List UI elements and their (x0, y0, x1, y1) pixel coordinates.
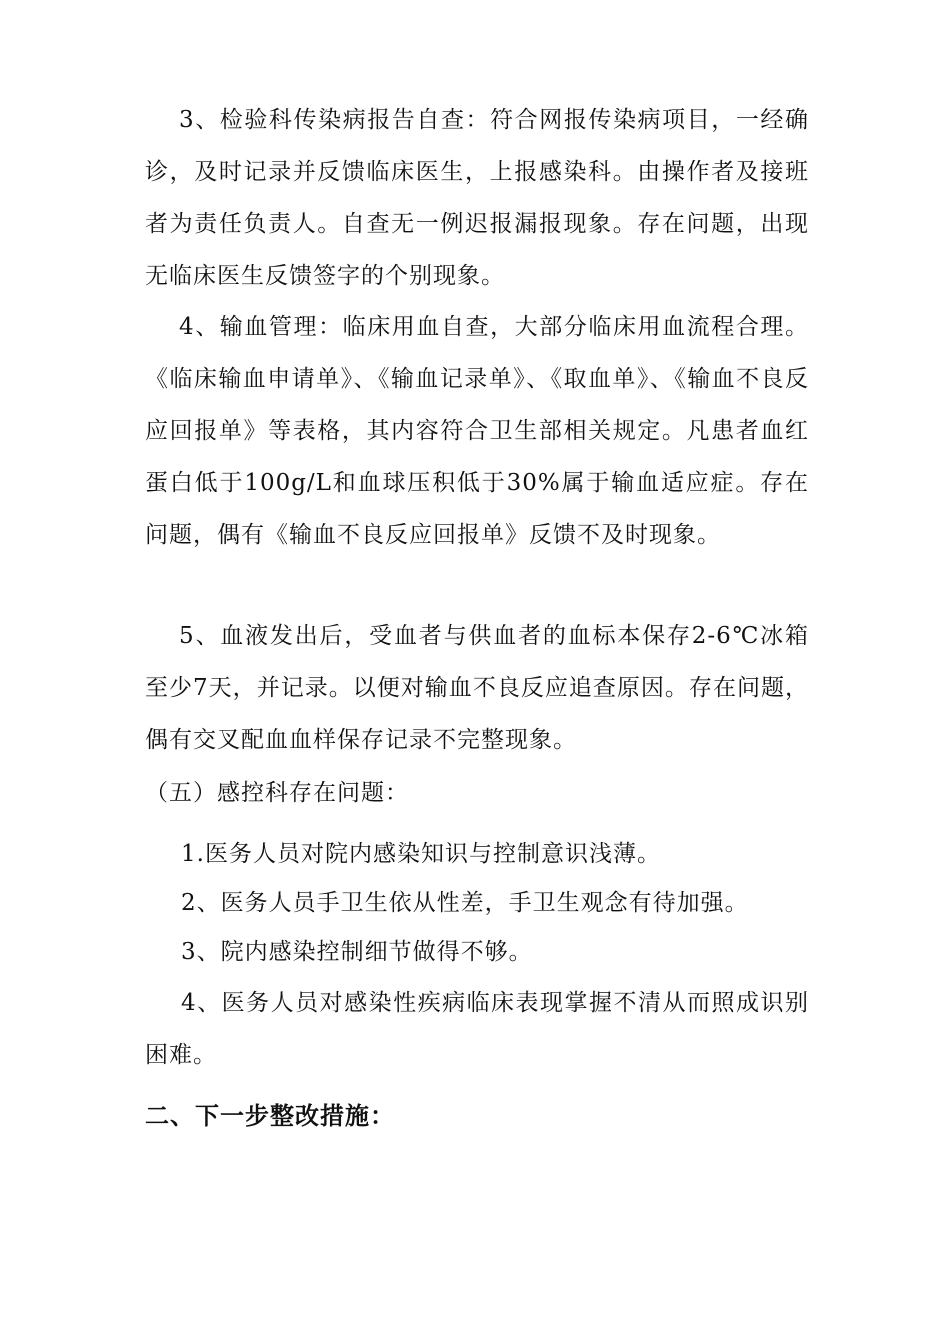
section-five-item-4: 4、医务人员对感染性疾病临床表现掌握不清从而照成识别困难。 (145, 990, 809, 1068)
section-five-item-2: 2、医务人员手卫生依从性差，手卫生观念有待加强。 (181, 890, 749, 916)
next-steps-heading: 二、下一步整改措施： (145, 1101, 395, 1130)
section-five-item-1: 1.医务人员对院内感染知识与控制意识浅薄。 (181, 841, 661, 867)
paragraph-blood-sample-storage: 5、血液发出后，受血者与供血者的血标本保存2-6℃冰箱至少7天，并记录。以便对输血不良反应追查原因。存在问题，偶有交叉配血血样保存记录不完整现象。 (145, 623, 809, 753)
paragraph-blood-transfusion-management: 4、输血管理：临床用血自查，大部分临床用血流程合理。《临床输血申请单》、《输血记录单》、《取血单》、《输血不良反应回报单》等表格，其内容符合卫生部相关规定。凡患者血红蛋白低于100g/L和血球压积低于30%属于输血适应症。存在问题，偶有《输血不良反应回报单》反馈不及时现象。 (145, 314, 809, 548)
section-five-item-3: 3、院内感染控制细节做得不够。 (181, 939, 533, 965)
paragraph-lab-infectious-report: 3、检验科传染病报告自查：符合网报传染病项目，一经确诊，及时记录并反馈临床医生，上报感染科。由操作者及接班者为责任负责人。自查无一例迟报漏报现象。存在问题，出现无临床医生反馈签字的个别现象。 (145, 107, 809, 289)
section-five-title: （五）感控科存在问题： (145, 780, 409, 806)
